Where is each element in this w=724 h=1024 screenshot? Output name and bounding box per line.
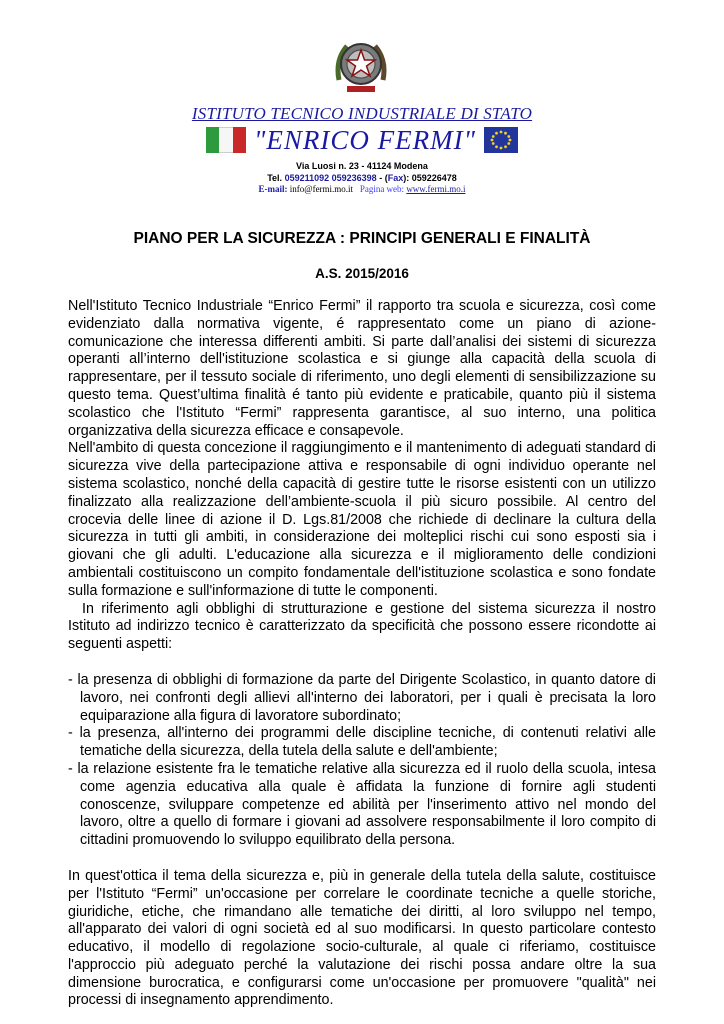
paragraph: Nell'Istituto Tecnico Industriale “Enrico Fermi” il rapporto tra scuola e sicurezza, così come evidenziato dalla normativa vigente, é rappresentato come un piano di azione-comunicazione che interessa differenti ambiti. Si parte dall’analisi dei sistemi di sicurezza operanti all’interno dell'istituzione scolastica e si giunge alla capacità della scuola di rappresentare, per il tessuto sociale di riferimento, uno degli elementi di sensibilizzazione su questo tema. Quest’ultima finalità é tanto più evidente e praticabile, quanto più il sistema scolastico che l'Istituto “Fermi” rappresenta garantisce, al suo interno, una politica organizzativa della sicurezza efficace e consapevole. bbox=[68, 298, 656, 439]
school-address: Via Luosi n. 23 - 41124 Modena bbox=[296, 161, 428, 171]
paragraph: In riferimento agli obblighi di strutturazione e gestione del sistema sicurezza il nostro Istituto ad indirizzo tecnico è caratterizzato da specificità che possono essere ricondotte ai seguenti aspetti: bbox=[68, 600, 656, 653]
email-address[interactable]: info@fermi.mo.it bbox=[289, 184, 354, 194]
paragraph: Nell'ambito di questa concezione il raggiungimento e il mantenimento di adeguati standard di sicurezza vive della partecipazione attiva e responsabile di ogni individuo operante nel sistema scolastico, nonché della capacità di gestire tutte le risorse esistenti con un utilizzo finalizzato alla realizzazione dell’ambiente-scuola il più sicuro possibile. Al centro del crocevia delle linee di azione il D. Lgs.81/2008 che richiede di declinare la cultura della sicurezza in tutti gli ambiti, in considerazione dei molteplici rischi cui sono esposti sia i giovani che gli adulti. L'educazione alla sicurezza e il miglioramento delle condizioni ambientali costituiscono un compito fondamentale dell'istituzione scolastica e sono fondate sulla formazione e sull'informazione di tutte le componenti. bbox=[68, 440, 656, 599]
italian-republic-emblem-icon bbox=[333, 36, 389, 96]
tel-numbers: 059211092 059236398 bbox=[284, 173, 377, 183]
italian-flag-icon bbox=[206, 127, 246, 153]
tel-label: Tel. bbox=[267, 173, 283, 183]
eu-flag-icon bbox=[484, 127, 518, 153]
school-title: "ENRICO FERMI" bbox=[254, 124, 476, 155]
aspects-list bbox=[68, 672, 656, 850]
web-link[interactable]: www.fermi.mo.i bbox=[406, 184, 466, 194]
list-item: - la presenza di obblighi di formazione da parte del Dirigente Scolastico, in quanto datore di lavoro, nei confronti degli allievi all'interno dei laboratori, per i quali è precisata la loro equiparazione alla figura di lavoratore subordinato; bbox=[68, 671, 656, 724]
school-year: A.S. 2015/2016 bbox=[315, 266, 409, 281]
web-label: Pagina web: bbox=[359, 184, 405, 194]
email-web-line bbox=[0, 184, 724, 194]
fax-label: Fax bbox=[387, 173, 404, 183]
list-item: - la presenza, all'interno dei programmi delle discipline tecniche, di contenuti relativi alle tematiche della sicurezza, della tutela della salute e dell'ambiente; bbox=[68, 725, 656, 760]
fax-number: ): 059226478 bbox=[403, 173, 457, 183]
contact-line bbox=[0, 173, 724, 183]
fax-separator: - ( bbox=[379, 173, 388, 183]
email-label: E-mail: bbox=[258, 184, 288, 194]
list-item: - la relazione esistente fra le tematiche relative alla sicurezza ed il ruolo della scuola, intesa come agenzia educativa alla quale è affidata la funzione di fornire agli studenti conoscenze, sviluppare competenze ed abilità per l'inserimento attivo nel mondo del lavoro, oltre a quello di formare i giovani ad assolvere responsabilmente il loro compito di cittadini promuovendo lo sviluppo equilibrato della persona. bbox=[68, 760, 656, 849]
document-title: PIANO PER LA SICUREZZA : PRINCIPI GENERALI E FINALITÀ bbox=[133, 230, 591, 247]
school-name: ISTITUTO TECNICO INDUSTRIALE DI STATO bbox=[191, 104, 533, 123]
school-title-row bbox=[0, 125, 724, 155]
paragraph: In quest'ottica il tema della sicurezza e, più in generale della tutela della salute, costituisce per l'Istituto “Fermi” un'occasione per correlare le coordinate tecniche a quelle storiche, giuridiche, etiche, che rimandano alle tematiche dei diritti, al loro sviluppo nel tempo, all'apparato dei valori di ogni società ed al suo modificarsi. In questo particolare contesto educativo, il modello di regolazione socio-culturale, al quale ci riferiamo, costituisce l'approccio più adeguato perché la valutazione dei rischi possa andare oltre la sua dimensione burocratica, e configurarsi come un'occasione per promuovere "qualità" nei processi di insegnamento apprendimento. bbox=[68, 867, 656, 1009]
document-body bbox=[68, 298, 656, 1010]
